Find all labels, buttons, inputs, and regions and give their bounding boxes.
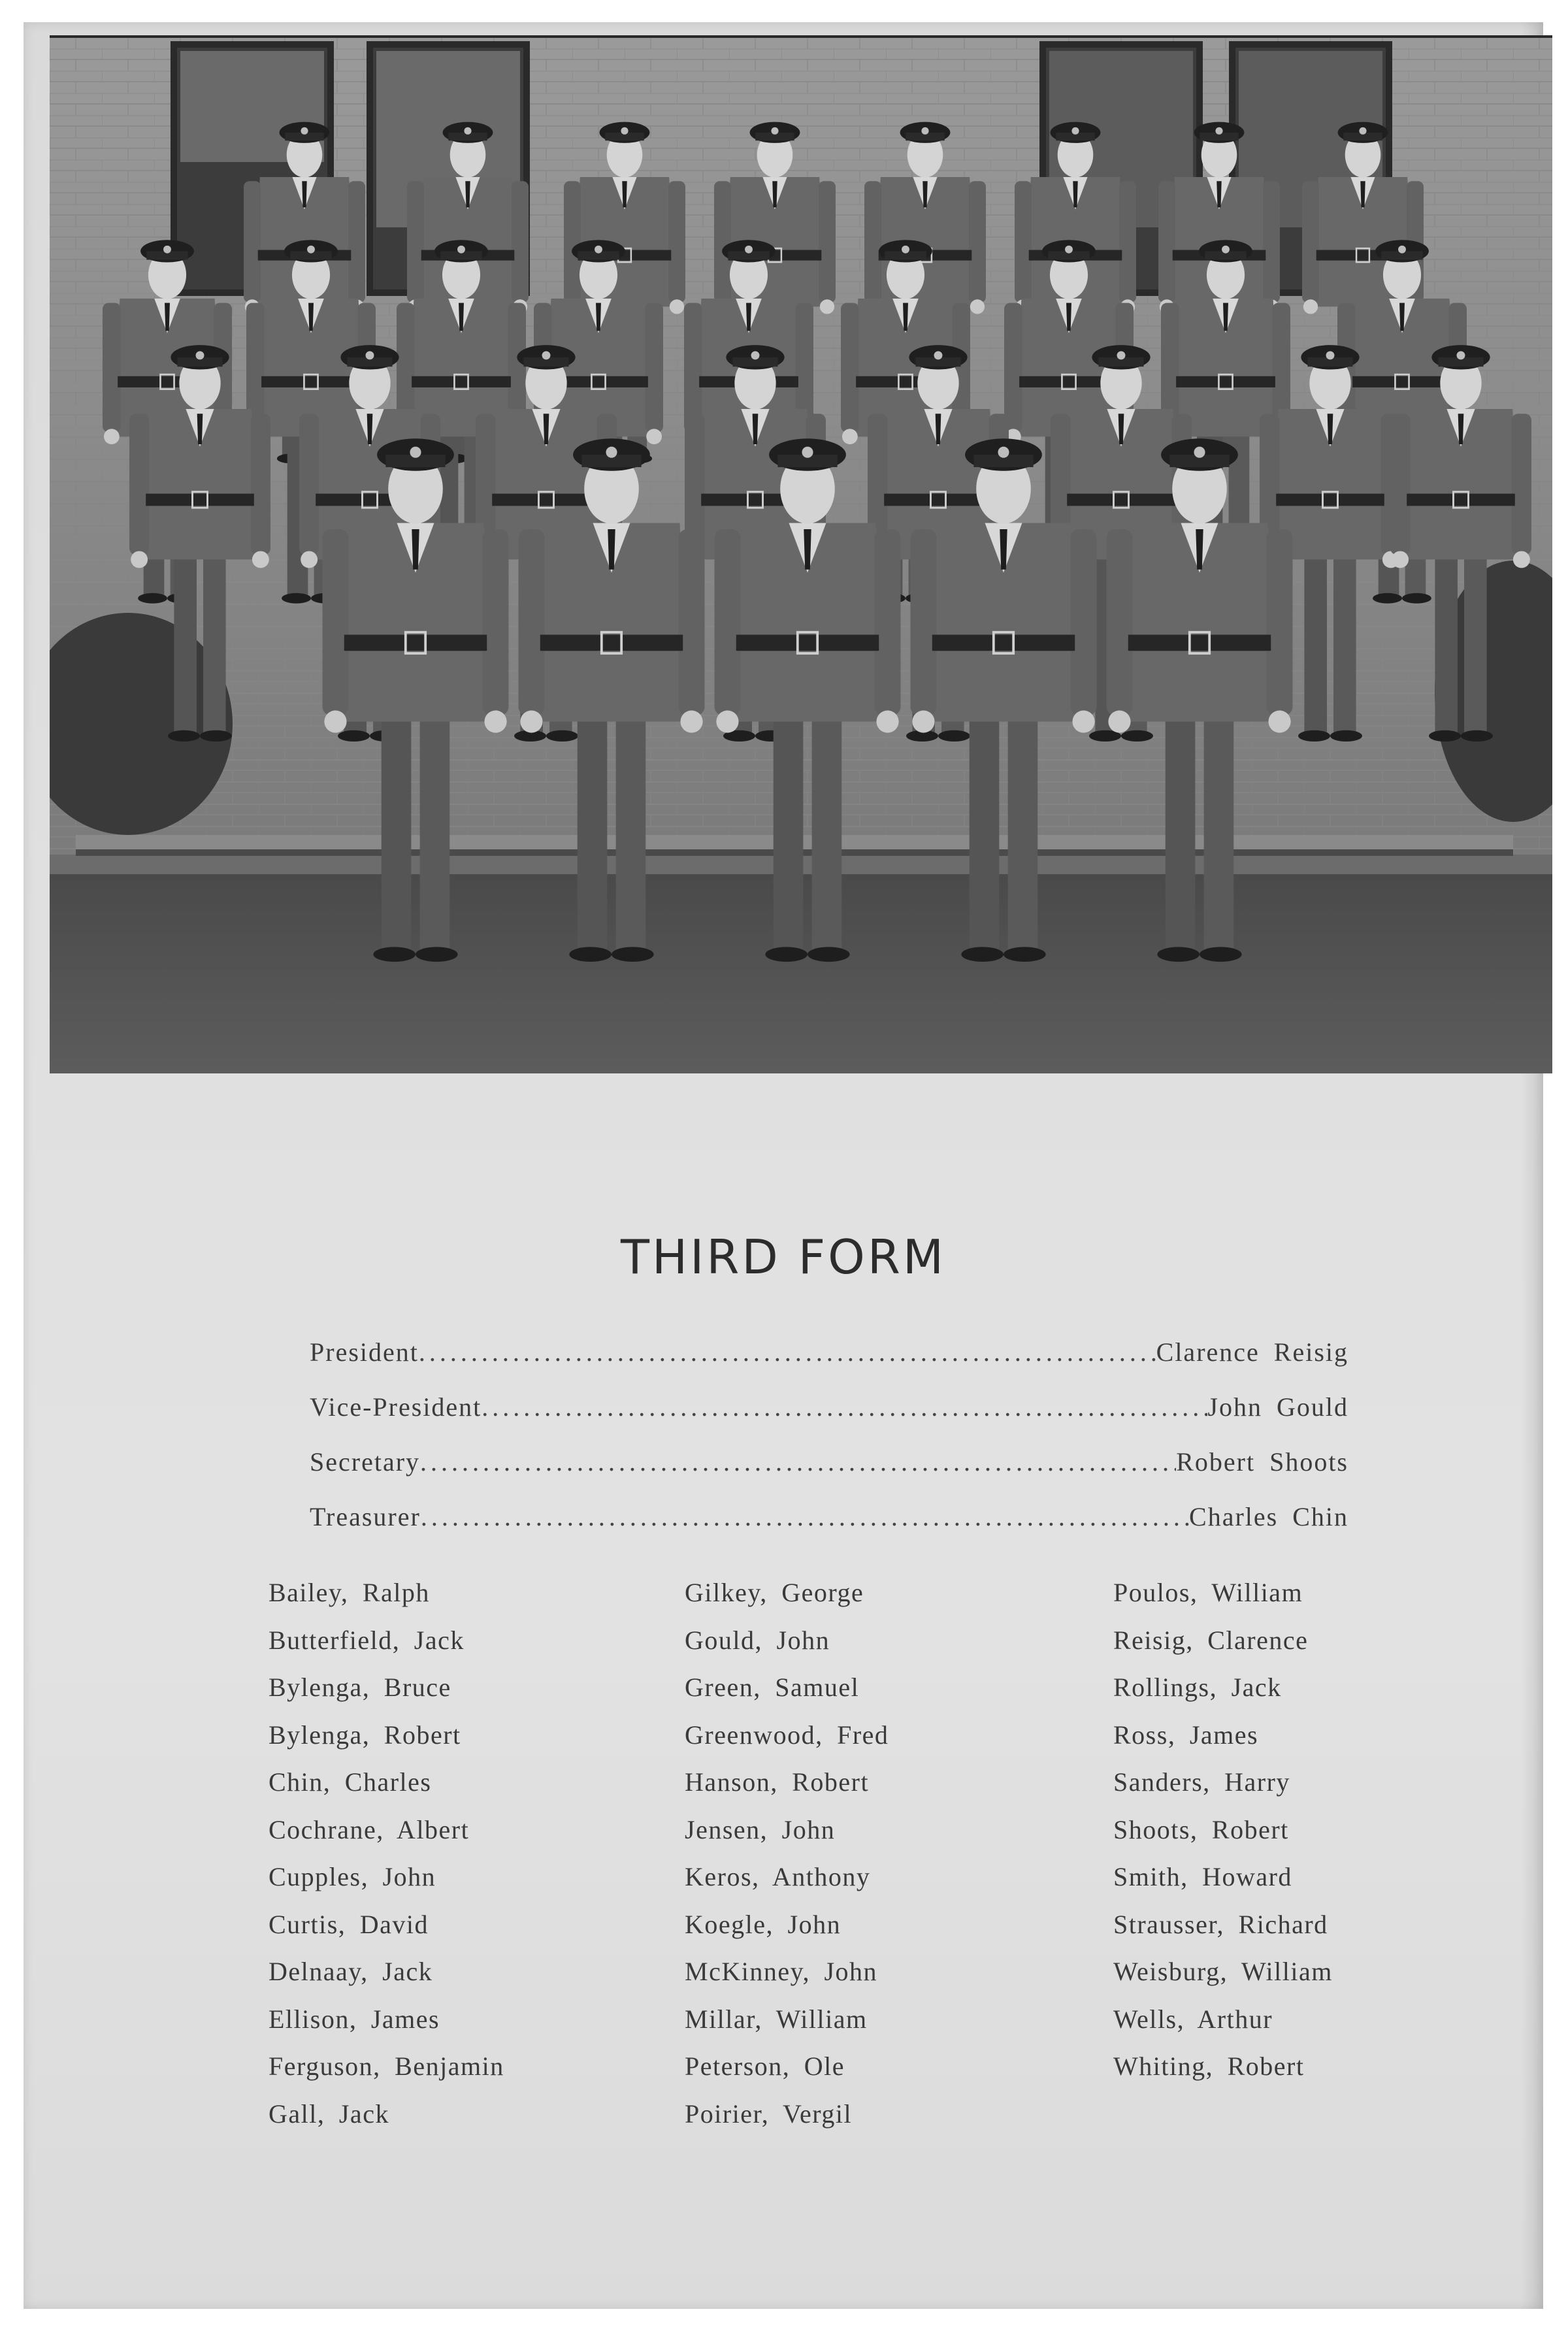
roster-entry: Curtis, David: [269, 1909, 429, 1939]
roster-entry: Ferguson, Benjamin: [269, 2051, 504, 2081]
roster-entry: Greenwood, Fred: [685, 1720, 889, 1750]
roster-entry: Gall, Jack: [269, 2099, 389, 2129]
roster-entry: Green, Samuel: [685, 1673, 860, 1702]
leader-dots: [482, 1392, 1207, 1422]
leader-dots: [420, 1446, 1176, 1477]
roster-entry: Rollings, Jack: [1113, 1673, 1282, 1702]
roster-entry: Poirier, Vergil: [685, 2099, 853, 2129]
yearbook-page: [24, 22, 1543, 2309]
officer-name: John Gould: [1207, 1392, 1348, 1422]
roster-entry: Jensen, John: [685, 1814, 836, 1844]
roster-entry: Bylenga, Bruce: [269, 1673, 451, 1702]
roster-entry: Delnaay, Jack: [269, 1957, 433, 1986]
officer-name: Robert Shoots: [1176, 1447, 1348, 1477]
roster-entry: Millar, William: [685, 2004, 868, 2034]
roster-entry: Sanders, Harry: [1113, 1767, 1290, 1797]
roster-entry: Wells, Arthur: [1113, 2004, 1273, 2034]
roster-entry: McKinney, John: [685, 1957, 878, 1986]
roster-entry: Ellison, James: [269, 2004, 440, 2034]
roster-entry: Smith, Howard: [1113, 1862, 1292, 1891]
roster-column-2: [685, 1577, 1090, 2146]
officer-role: Secretary: [310, 1447, 421, 1477]
leader-dots: [419, 1337, 1156, 1367]
officer-row-vice-president: [310, 1392, 1348, 1446]
officer-role: President: [310, 1337, 419, 1367]
officer-row-treasurer: [310, 1501, 1348, 1556]
roster-entry: Shoots, Robert: [1113, 1814, 1289, 1844]
roster-entry: Gilkey, George: [685, 1578, 864, 1607]
roster-entry: Ross, James: [1113, 1720, 1259, 1750]
group-photograph-image: [50, 38, 1552, 1073]
roster-entry: Cupples, John: [269, 1862, 436, 1891]
officer-row-secretary: [310, 1446, 1348, 1501]
roster-entry: Bailey, Ralph: [269, 1578, 430, 1607]
officer-row-president: [310, 1337, 1348, 1392]
roster-entry: Peterson, Ole: [685, 2051, 845, 2081]
roster-entry: Hanson, Robert: [685, 1767, 870, 1797]
roster-entry: Keros, Anthony: [685, 1862, 871, 1891]
roster-entry: Strausser, Richard: [1113, 1909, 1328, 1939]
officer-name: Charles Chin: [1189, 1502, 1348, 1531]
page-title: THIRD FORM: [621, 1230, 946, 1284]
roster-column-3: [1113, 1577, 1518, 2099]
officer-name: Clarence Reisig: [1156, 1337, 1348, 1367]
roster-entry: Butterfield, Jack: [269, 1625, 465, 1655]
roster-entry: Koegle, John: [685, 1909, 841, 1939]
roster-entry: Bylenga, Robert: [269, 1720, 461, 1750]
roster-entry: Chin, Charles: [269, 1767, 432, 1797]
officer-role: Treasurer: [310, 1502, 421, 1531]
roster-entry: Reisig, Clarence: [1113, 1625, 1309, 1655]
roster-column-1: [269, 1577, 674, 2146]
roster-entry: Gould, John: [685, 1625, 830, 1655]
roster-entry: Weisburg, William: [1113, 1957, 1333, 1986]
group-photograph: [50, 35, 1552, 1073]
roster-entry: Cochrane, Albert: [269, 1814, 470, 1844]
officers-list: [310, 1337, 1348, 1556]
officer-role: Vice-President: [310, 1392, 482, 1422]
leader-dots: [421, 1501, 1189, 1532]
roster-entry: Poulos, William: [1113, 1578, 1303, 1607]
roster-entry: Whiting, Robert: [1113, 2051, 1305, 2081]
